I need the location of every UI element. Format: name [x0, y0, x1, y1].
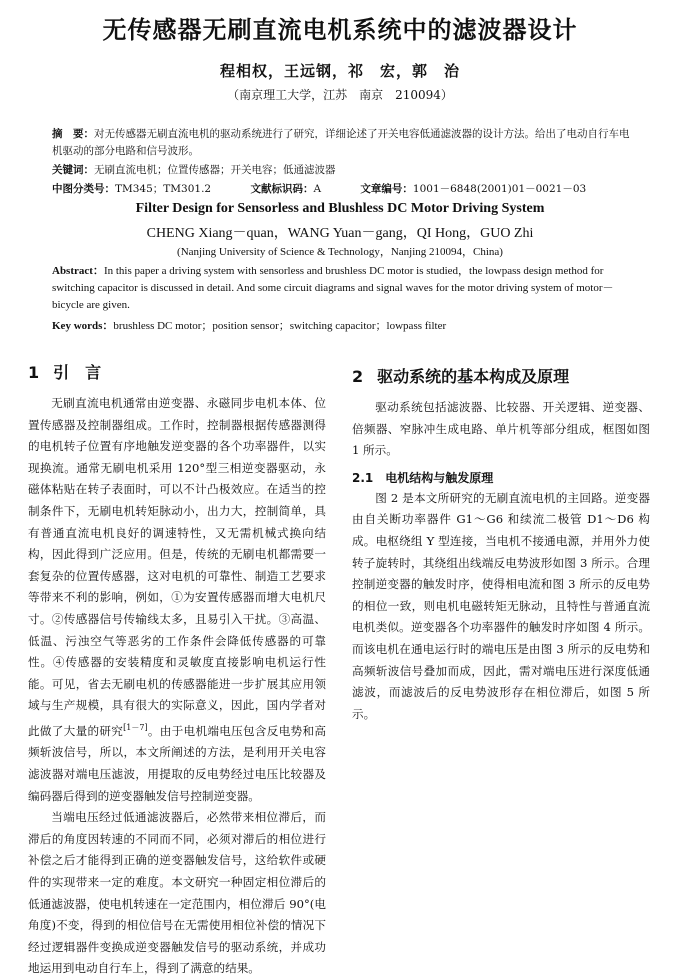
clc-value: TM345；TM301.2: [115, 183, 212, 195]
section-1-title: 引 言: [53, 363, 102, 382]
doc-code: [250, 183, 339, 195]
abstract-en-label: Abstract：: [52, 265, 104, 277]
paper-title-en: Filter Design for Sensorless and Blushless DC Motor Driving System: [135, 201, 545, 216]
section-2-number: 2: [352, 367, 364, 386]
classification-line: [52, 181, 637, 198]
abstract-cn-label: 摘 要：: [52, 128, 94, 140]
section-1-paragraph-1: [28, 393, 326, 807]
section-1-number: 1: [28, 363, 40, 382]
section-2-paragraph-1: 驱动系统包括滤波器、比较器、开关逻辑、逆变器、倍频器、窄脉冲生成电路、单片机等部分组成，框图如图 1 所示。: [352, 400, 650, 458]
clc-label: 中图分类号：: [52, 183, 115, 195]
affiliation-en: (Nanjing University of Science & Technology，Nanjing 210094，China): [177, 246, 503, 258]
doc-value: A: [313, 183, 322, 195]
section-2-heading: [352, 365, 650, 389]
abstract-cn-text: 对无传感器无刷直流电机的驱动系统进行了研究，详细论述了开关电容低通滤波器的设计方法。给出了电动自行车电机驱动的部分电路和信号波形。: [52, 128, 630, 157]
subsection-2-1-number: 2.1: [352, 470, 374, 485]
section-1-p1-tail: 。由于电机端电压包含反电势和高频斩波信号，所以，本文所阐述的方法，是利用开关电容滤波器对端电压滤波，用提取的反电势经过电压比较器及编码器后得到的逆变器触发信号控制逆变器。: [28, 723, 326, 803]
column-right: [352, 355, 650, 725]
article-number: [360, 183, 604, 195]
abstract-en: [52, 263, 637, 314]
keywords-en-label: Key words：: [52, 320, 114, 332]
section-1-p1-text: 无刷直流电机通常由逆变器、永磁同步电机本体、位置传感器及控制器组成。工作时，控制器根据传感器测得的电机转子位置有序地触发逆变器的各个功率器件，以实现换流。通常无刷电机采用 120°型三相逆变器驱动，永磁体粘贴在转子表面时，可以不计凸极效应。在适当的控制条件下，无刷电机转矩脉动小，出力大，控制简单，具有普通直流电机良好的调速特性，又无需机械式换向结构，因此得到广泛应用。但是，传统的无刷电机都需要一套复杂的位置传感器，这对电机的可靠性、制造工艺要求等带来不利的影响，例如，①为安置传感器而增大电机尺寸。②传感器信号传输线太多，且易引入干扰。③高温、低温、污浊空气等恶劣的工作条件会降低传感器的可靠性。④传感器的安装精度和灵敏度直接影响电机运行性能。可见，省去无刷电机的传感器能进一步扩展其应用领域与生产规模，具有很大的实际意义，因此，国内学者对此做了大量的研究: [28, 396, 326, 738]
keywords-en-text: brushless DC motor；position sensor；switching capacitor；lowpass filter: [113, 320, 447, 332]
citation-ref: [1－7]: [123, 722, 148, 732]
column-left: [28, 355, 326, 980]
section-2-title: 驱动系统的基本构成及原理: [377, 367, 570, 386]
subsection-2-1-title: 电机结构与触发原理: [385, 470, 494, 485]
section-1-heading: [28, 361, 326, 385]
keywords-en: [52, 318, 637, 335]
subsection-2-1-paragraph-1: 图 2 是本文所研究的无刷直流电机的主回路。逆变器由自关断功率器件 G1～G6 和续流二极管 D1～D6 构成。电枢绕组 Y 型连接，当电机不接通电源，并用外力使转子旋转时，其绕组出线端反电势波形如图 3 所示。合理控制逆变器的触发时序，使得相电流和图 3 所示的反电势的相位一致，则电机电磁转矩无脉动，且特性与普通直流电机类似。逆变器各个功率器件的触发时序如图 4 所示。而该电机在通电运行时的端电压是由图 3 所示的反电势和高频斩波信号叠加而成，因此，需对端电压进行深度低通滤波，而滤波后的反电势波形存在相位滞后，如图 5 所示。: [352, 490, 650, 721]
article-value: 1001－6848(2001)01－0021－03: [412, 183, 587, 195]
abstract-en-text: In this paper a driving system with sensorless and brushless DC motor is studied，the lowpass design method for switching capacitor is discussed in detail. And some circuit diagrams and signal waves for the motor driving system of motor－bicycle are given.: [52, 265, 614, 311]
keywords-cn: [52, 162, 637, 179]
affiliation-cn: （南京理工大学，江苏 南京 210094）: [227, 88, 453, 102]
article-label: 文章编号：: [360, 183, 413, 195]
section-1-paragraph-2: 当端电压经过低通滤波器后，必然带来相位滞后，而滞后的角度因转速的不同而不同，必须对滞后的相位进行补偿之后才能得到正确的逆变器触发信号，这给软件或硬件的实现带来一定的难度。本文研究一种固定相位滞后的低通滤波器，使电机转速在一定范围内，相位滞后 90°(电角度)不变，得到的相位信号在无需使用相位补偿的情况下经过逻辑器件变换成逆变器触发信号的驱动系统，并成功地运用到电动自行车上，得到了满意的结果。: [28, 810, 326, 976]
subsection-2-1-heading: [352, 468, 650, 488]
clc-number: [52, 183, 229, 195]
doc-label: 文献标识码：: [250, 183, 314, 195]
keywords-cn-text: 无刷直流电机；位置传感器；开关电容；低通滤波器: [94, 164, 336, 176]
paper-title-cn: 无传感器无刷直流电机系统中的滤波器设计: [102, 16, 578, 44]
authors-cn: 程相权，王远钢，祁 宏，郭 治: [219, 62, 460, 80]
abstract-cn: [52, 126, 637, 160]
keywords-cn-label: 关键词：: [52, 164, 94, 176]
authors-en: CHENG Xiang－quan，WANG Yuan－gang，QI Hong，GUO Zhi: [146, 226, 534, 241]
